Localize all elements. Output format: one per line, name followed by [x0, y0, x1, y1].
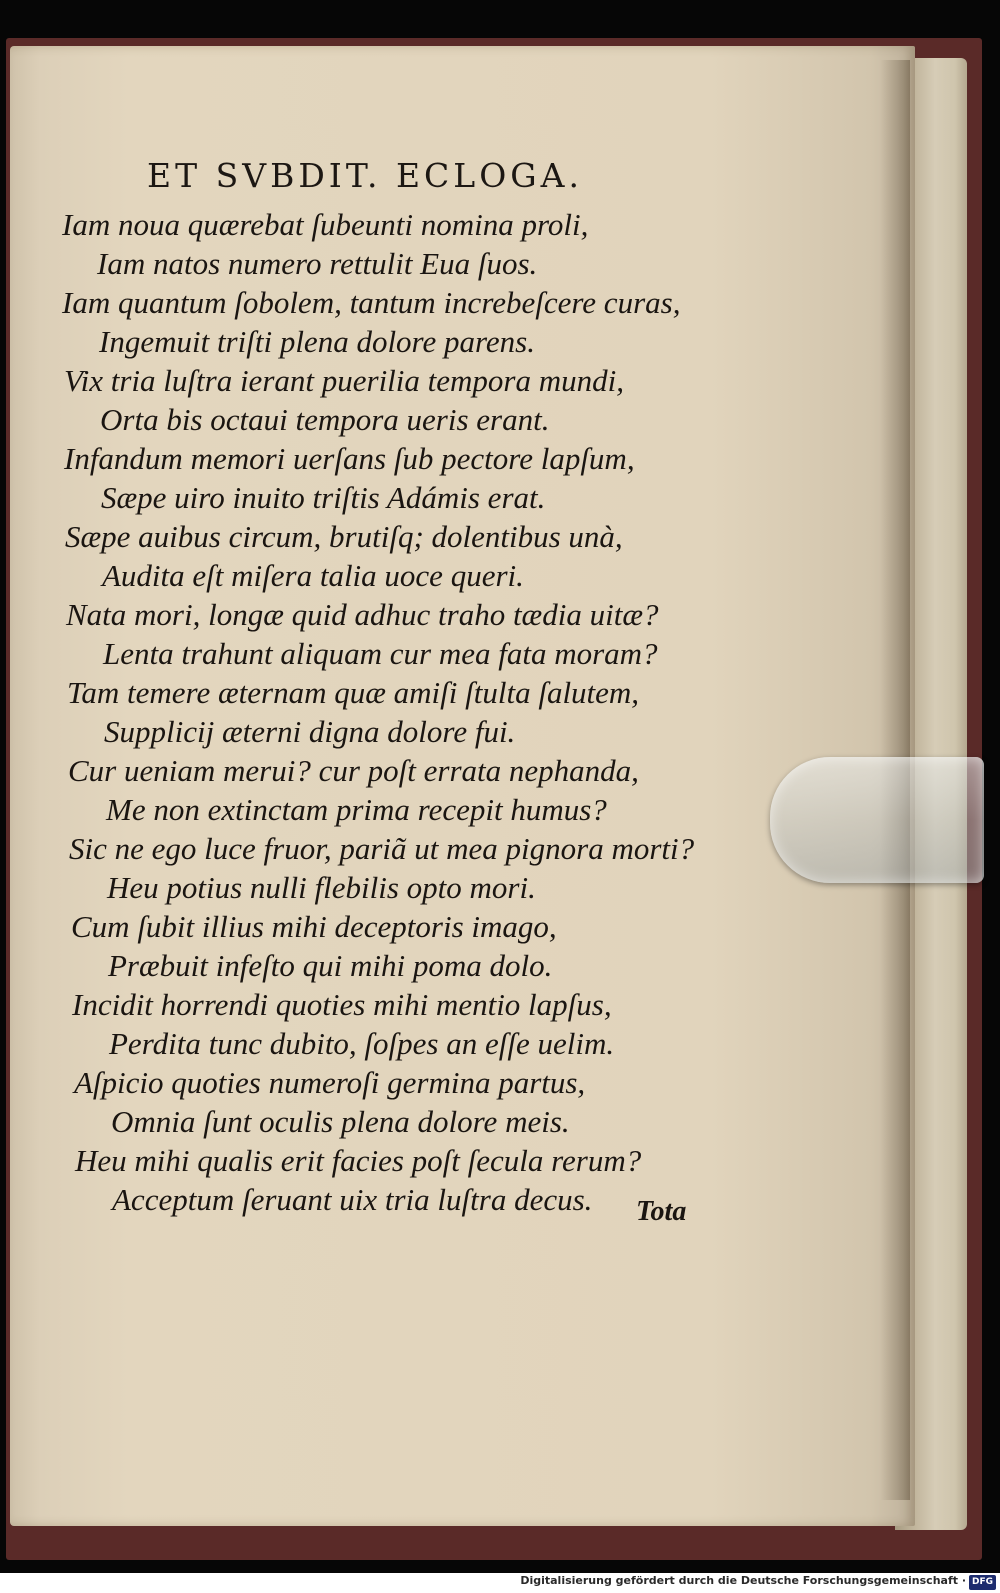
verse-line: Iam natos numero rettulit Eua ſuos. [97, 246, 538, 281]
verse-line: Nata mori, longæ quid adhuc traho tædia uitæ? [66, 597, 659, 632]
verse-line: Lenta trahunt aliquam cur mea fata moram? [103, 636, 658, 671]
running-head: ET SVBDIT. ECLOGA. [147, 156, 583, 195]
funding-credit: Digitalisierung gefördert durch die Deutsche Forschungsgemeinschaft · [520, 1574, 966, 1587]
dfg-logo[interactable]: DFG [969, 1575, 996, 1590]
verse-line: Tam temere æternam quæ amiſi ſtulta ſalutem, [67, 675, 640, 710]
verse-line: Incidit horrendi quoties mihi mentio lapſus, [72, 987, 612, 1022]
verse-line: Iam quantum ſobolem, tantum increbeſcere curas, [62, 285, 681, 320]
verse-line: Cur ueniam merui? cur poſt errata nephanda, [68, 753, 639, 788]
verse-line: Heu mihi qualis erit facies poſt ſecula rerum? [75, 1143, 642, 1178]
verse-line: Omnia ſunt oculis plena dolore meis. [111, 1104, 570, 1139]
verse-line: Sæpe auibus circum, brutiſq; dolentibus unà, [65, 519, 623, 554]
verse-line: Heu potius nulli flebilis opto mori. [107, 870, 536, 905]
verse-line: Vix tria luſtra ierant puerilia tempora mundi, [64, 363, 624, 398]
footer-bar [0, 1573, 1000, 1593]
verse-line: Aſpicio quoties numeroſi germina partus, [74, 1065, 586, 1100]
verse-line: Iam noua quærebat ſubeunti nomina proli, [62, 207, 589, 242]
page-clip [770, 757, 984, 883]
verse-line: Ingemuit triſti plena dolore parens. [99, 324, 535, 359]
verse-line: Sæpe uiro inuito triſtis Adámis erat. [101, 480, 546, 515]
verse-line: Supplicij æterni digna dolore fui. [104, 714, 516, 749]
verse-line: Præbuit infeſto qui mihi poma dolo. [108, 948, 553, 983]
verse-line: Orta bis octaui tempora ueris erant. [100, 402, 550, 437]
verse-line: Infandum memori uerſans ſub pectore lapſum, [64, 441, 635, 476]
verse-line: Perdita tunc dubito, ſoſpes an eſſe uelim. [109, 1026, 615, 1061]
verse-line: Me non extinctam prima recepit humus? [106, 792, 607, 827]
verse-line: Cum ſubit illius mihi deceptoris imago, [71, 909, 557, 944]
verse-line: Audita eſt miſera talia uoce queri. [102, 558, 524, 593]
verse-line: Sic ne ego luce fruor, pariã ut mea pignora morti? [69, 831, 695, 866]
verse-block [0, 205, 760, 1219]
verse-line: Acceptum ſeruant uix tria luſtra decus. [112, 1182, 593, 1217]
catchword: Tota [636, 1196, 687, 1227]
